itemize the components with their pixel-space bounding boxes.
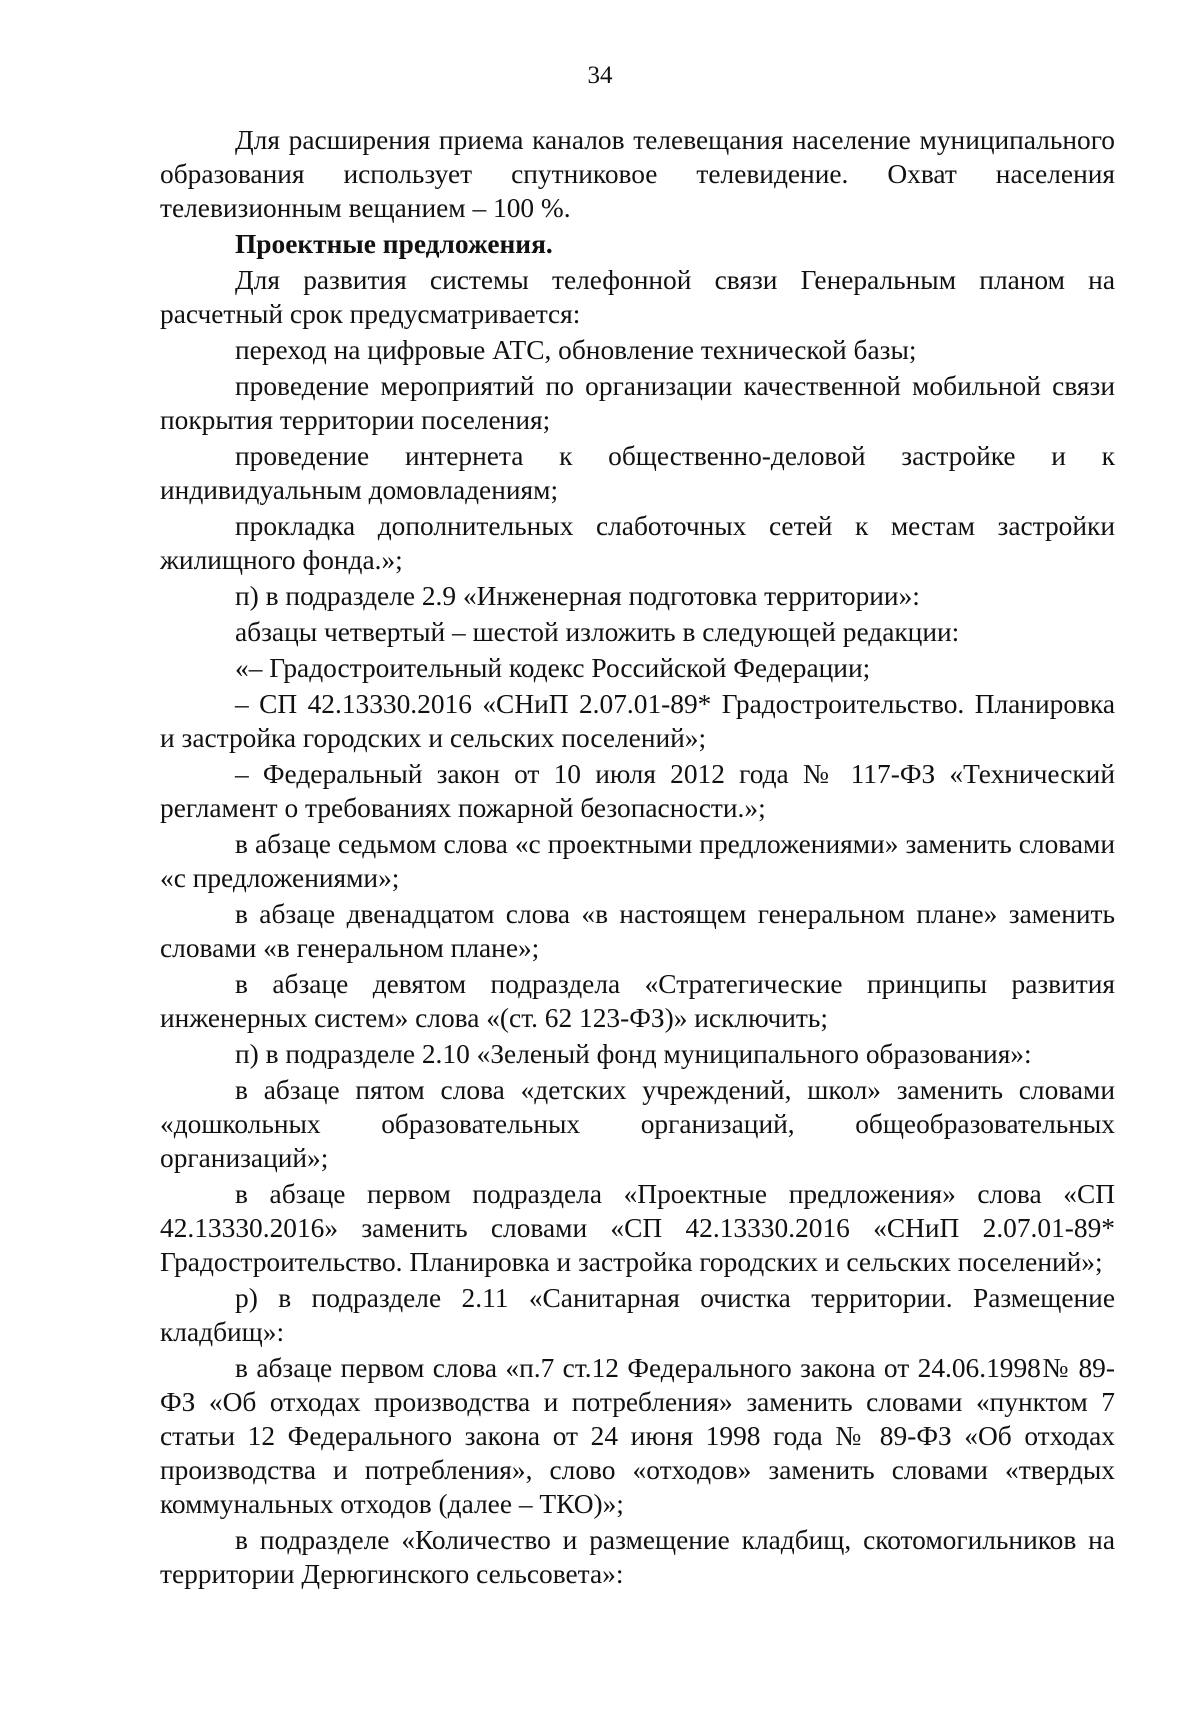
paragraph-fifth-abzac: в абзаце пятом слова «детских учреждений, школ» заменить словами «дошкольных образовательных организаций, общеобразовательных организаций»; — [160, 1075, 1115, 1173]
paragraph-first-abzac-waste: в абзаце первом слова «п.7 ст.12 Федерального закона от 24.06.1998№ 89-ФЗ «Об отходах производства и потребления» заменить словами «пунктом 7 статьи 12 Федерального закона от 24 июня 1998 года № 89-ФЗ «Об отходах производства и потребления», слово «отходов» заменить словами «твердых коммунальных отходов (далее – ТКО)»; — [160, 1353, 1115, 1519]
list-item-digital-atc: переход на цифровые АТС, обновление технической базы; — [235, 335, 917, 365]
list-item-urban-code: «– Градостроительный кодекс Российской Федерации; — [235, 653, 871, 683]
paragraph-ninth-abzac: в абзаце девятом подраздела «Стратегические принципы развития инженерных систем» слова «(ст. 62 123-ФЗ)» исключить; — [160, 969, 1115, 1033]
list-item-low-current-networks: прокладка дополнительных слаботочных сетей к местам застройки жилищного фонда.»; — [160, 511, 1115, 575]
document-body — [160, 123, 1115, 1593]
paragraph-subsection-2-10: п) в подразделе 2.10 «Зеленый фонд муниципального образования»: — [235, 1039, 1032, 1069]
list-item-federal-law-117: – Федеральный закон от 10 июля 2012 года № 117-ФЗ «Технический регламент о требованиях пожарной безопасности.»; — [160, 759, 1115, 823]
paragraph-telephone-development: Для развития системы телефонной связи Генеральным планом на расчетный срок предусматривается: — [160, 265, 1115, 329]
list-item-sp-42: – СП 42.13330.2016 «СНиП 2.07.01-89* Градостроительство. Планировка и застройка городских и сельских поселений»; — [160, 689, 1115, 753]
page-number: 34 — [587, 62, 613, 89]
paragraph-tv-coverage: Для расширения приема каналов телевещания население муниципального образования использует спутниковое телевидение. Охват населения телевизионным вещанием – 100 %. — [160, 125, 1115, 223]
paragraph-first-abzac-proposals: в абзаце первом подраздела «Проектные предложения» слова «СП 42.13330.2016» заменить словами «СП 42.13330.2016 «СНиП 2.07.01-89* Градостроительство. Планировка и застройка городских и сельских поселений»; — [160, 1179, 1115, 1277]
list-item-mobile-coverage: проведение мероприятий по организации качественной мобильной связи покрытия территории поселения; — [160, 371, 1115, 435]
list-item-internet: проведение интернета к общественно-деловой застройке и к индивидуальным домовладениям; — [160, 441, 1115, 505]
paragraph-subsection-2-9: п) в подразделе 2.9 «Инженерная подготовка территории»: — [235, 581, 920, 611]
paragraph-subsection-2-11: р) в подразделе 2.11 «Санитарная очистка территории. Размещение кладбищ»: — [160, 1283, 1115, 1347]
paragraph-cemeteries-subsection: в подразделе «Количество и размещение кладбищ, скотомогильников на территории Дерюгинского сельсовета»: — [160, 1525, 1115, 1589]
section-heading-proposals: Проектные предложения. — [235, 229, 553, 259]
paragraph-paragraphs-4-6: абзацы четвертый – шестой изложить в следующей редакции: — [235, 617, 960, 647]
paragraph-twelfth-abzac: в абзаце двенадцатом слова «в настоящем генеральном плане» заменить словами «в генеральном плане»; — [160, 899, 1115, 963]
paragraph-seventh-abzac: в абзаце седьмом слова «с проектными предложениями» заменить словами «с предложениями»; — [160, 829, 1115, 893]
